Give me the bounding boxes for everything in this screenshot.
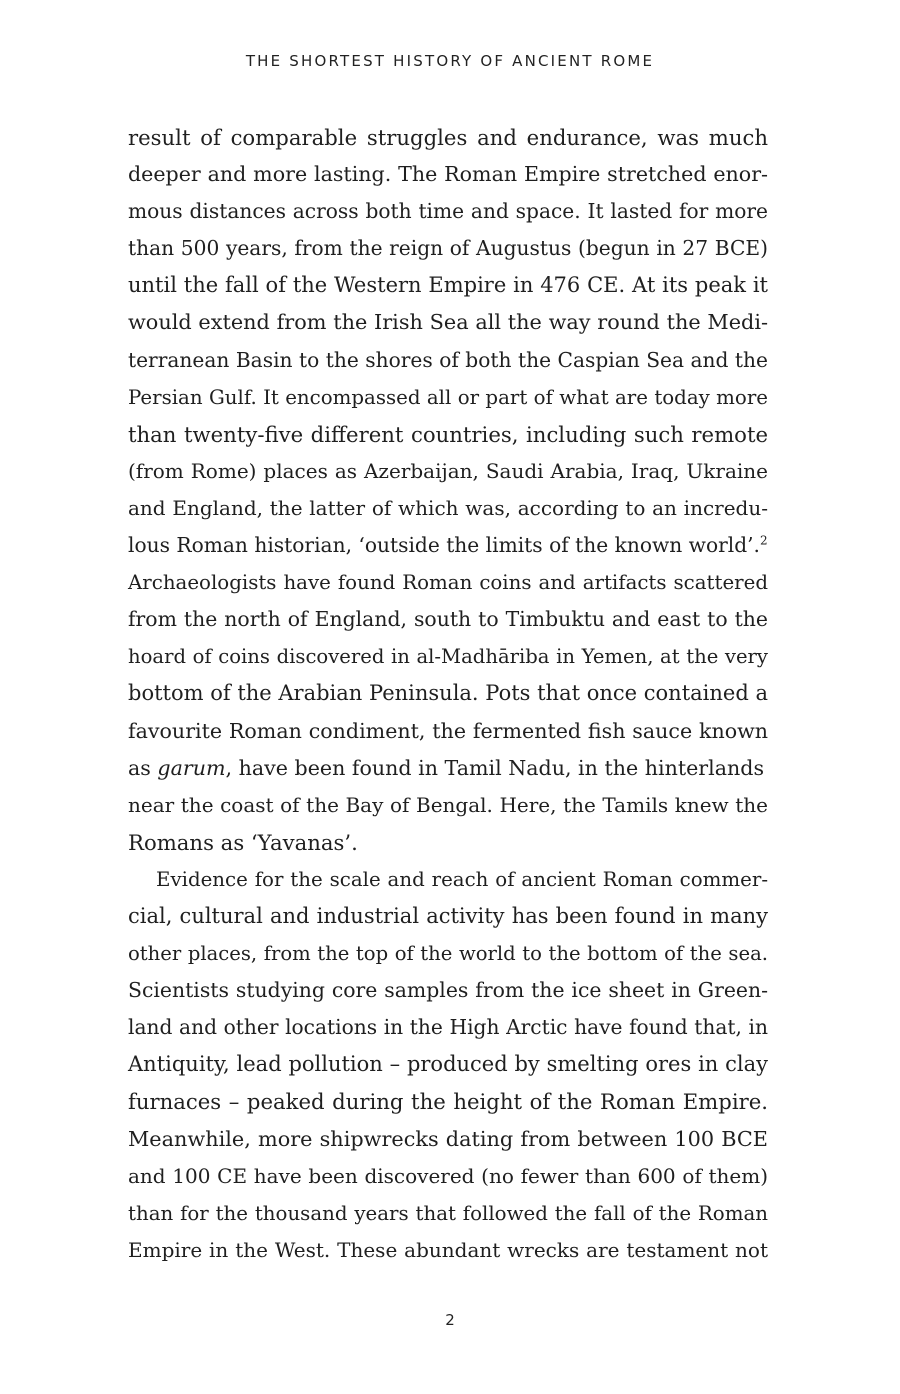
text-line: Archaeologists have found Roman coins and artifacts scattered (128, 571, 768, 595)
text-line: would extend from the Irish Sea all the way round the Medi- (128, 310, 768, 335)
footnote-marker[interactable]: 2 (759, 533, 768, 548)
text-line: terranean Basin to the shores of both the Caspian Sea and the (128, 347, 768, 372)
italic-term: garum (157, 755, 226, 780)
text-line: than 500 years, from the reign of Augustus (begun in 27 BCE) (128, 236, 768, 261)
text-line: bottom of the Arabian Peninsula. Pots that once contained a (128, 681, 768, 706)
text-line: Romans as ‘Yavanas’. (128, 829, 358, 855)
text-line: other places, from the top of the world to the bottom of the sea. (128, 942, 768, 966)
text-line: land and other locations in the High Arctic have found that, in (128, 1015, 768, 1040)
body-text (128, 119, 768, 1269)
paragraph-first-line: Evidence for the scale and reach of ancient Roman commer- (156, 867, 768, 891)
text-line: Scientists studying core samples from the ice sheet in Green- (128, 978, 768, 1003)
text-line: lous Roman historian, ‘outside the limits of the known world’. (128, 533, 760, 558)
text-line: and 100 CE have been discovered (no fewer than 600 of them) (128, 1163, 768, 1188)
text-line: (from Rome) places as Azerbaijan, Saudi Arabia, Iraq, Ukraine (128, 458, 768, 483)
text-line: Persian Gulf. It encompassed all or part of what are today more (128, 385, 768, 409)
text-line: cial, cultural and industrial activity has been found in many (128, 903, 768, 928)
text-line: deeper and more lasting. The Roman Empire stretched enor- (128, 162, 768, 187)
text-line: near the coast of the Bay of Bengal. Here, the Tamils knew the (128, 792, 768, 817)
text-line: Empire in the West. These abundant wrecks are testament not (128, 1237, 768, 1262)
text-line-with-italic (128, 750, 768, 787)
text-line: and England, the latter of which was, according to an incredu- (128, 495, 768, 520)
text-segment: as (128, 755, 158, 780)
text-line-with-footnote (128, 527, 768, 564)
running-head: THE SHORTEST HISTORY OF ANCIENT ROME (245, 52, 655, 70)
text-line: than twenty-five different countries, including such remote (128, 421, 768, 447)
text-line: than for the thousand years that followed the fall of the Roman (128, 1201, 768, 1225)
text-line: furnaces – peaked during the height of the Roman Empire. (128, 1089, 768, 1115)
text-line: Antiquity, lead pollution – produced by smelting ores in clay (128, 1052, 768, 1077)
text-line: from the north of England, south to Timbuktu and east to the (128, 607, 768, 632)
text-line: hoard of coins discovered in al-Madhāriba in Yemen, at the very (128, 645, 768, 669)
page-number: 2 (445, 1311, 455, 1329)
text-line: until the fall of the Western Empire in 476 CE. At its peak it (128, 273, 768, 298)
text-line: result of comparable struggles and endurance, was much (128, 125, 768, 150)
text-line: Meanwhile, more shipwrecks dating from between 100 BCE (128, 1126, 768, 1151)
text-segment: , have been found in Tamil Nadu, in the hinterlands (225, 755, 765, 780)
text-line: mous distances across both time and space. It lasted for more (128, 199, 768, 224)
text-line: favourite Roman condiment, the fermented fish sauce known (128, 718, 768, 743)
